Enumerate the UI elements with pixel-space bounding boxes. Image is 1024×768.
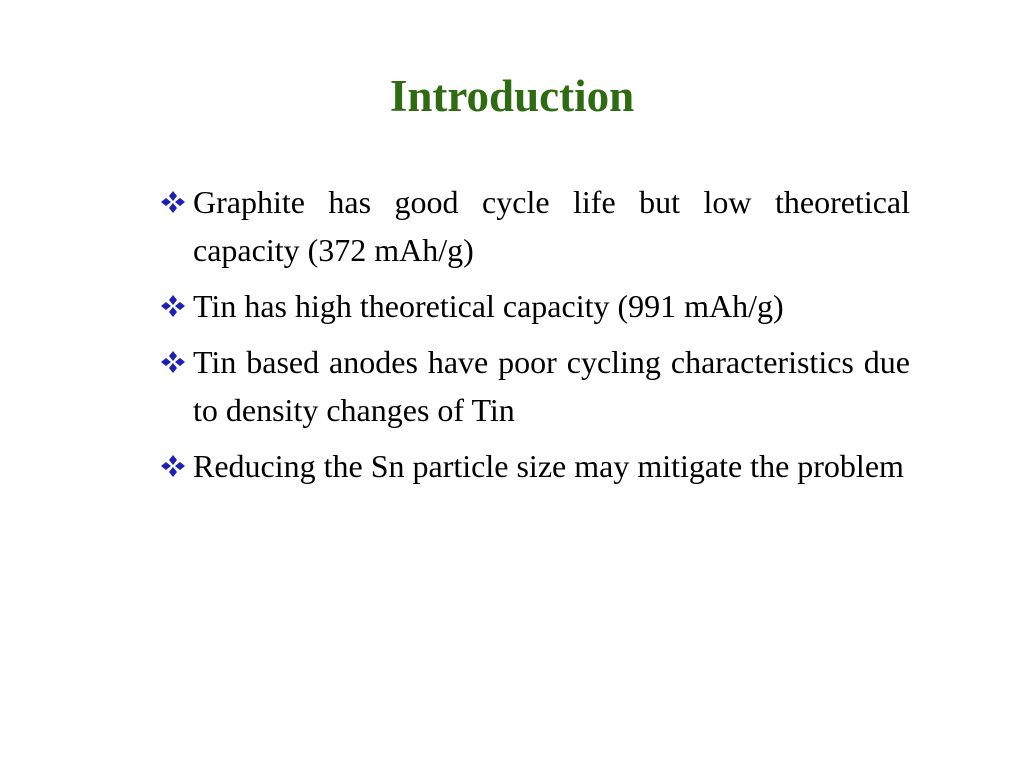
four-diamond-bullet-icon: [160, 294, 186, 318]
four-diamond-bullet-icon: [160, 190, 186, 214]
four-diamond-bullet-icon: [160, 454, 186, 478]
bullet-item-tin-capacity: [160, 282, 910, 330]
bullet-text: Tin based anodes have poor cycling characteristics due to density changes of Tin: [193, 344, 910, 428]
bullet-item-particle-size: [160, 442, 910, 490]
four-diamond-bullet-icon: [160, 350, 186, 374]
slide-title: Introduction: [389, 71, 635, 121]
bullet-item-graphite: [160, 178, 910, 274]
bullet-text: Tin has high theoretical capacity (991 mAh/g): [193, 288, 784, 324]
bullet-list: [160, 178, 910, 498]
bullet-item-tin-anodes: [160, 338, 910, 434]
bullet-text: Graphite has good cycle life but low theoretical capacity (372 mAh/g): [193, 184, 910, 268]
bullet-text: Reducing the Sn particle size may mitigate the problem: [193, 448, 904, 484]
